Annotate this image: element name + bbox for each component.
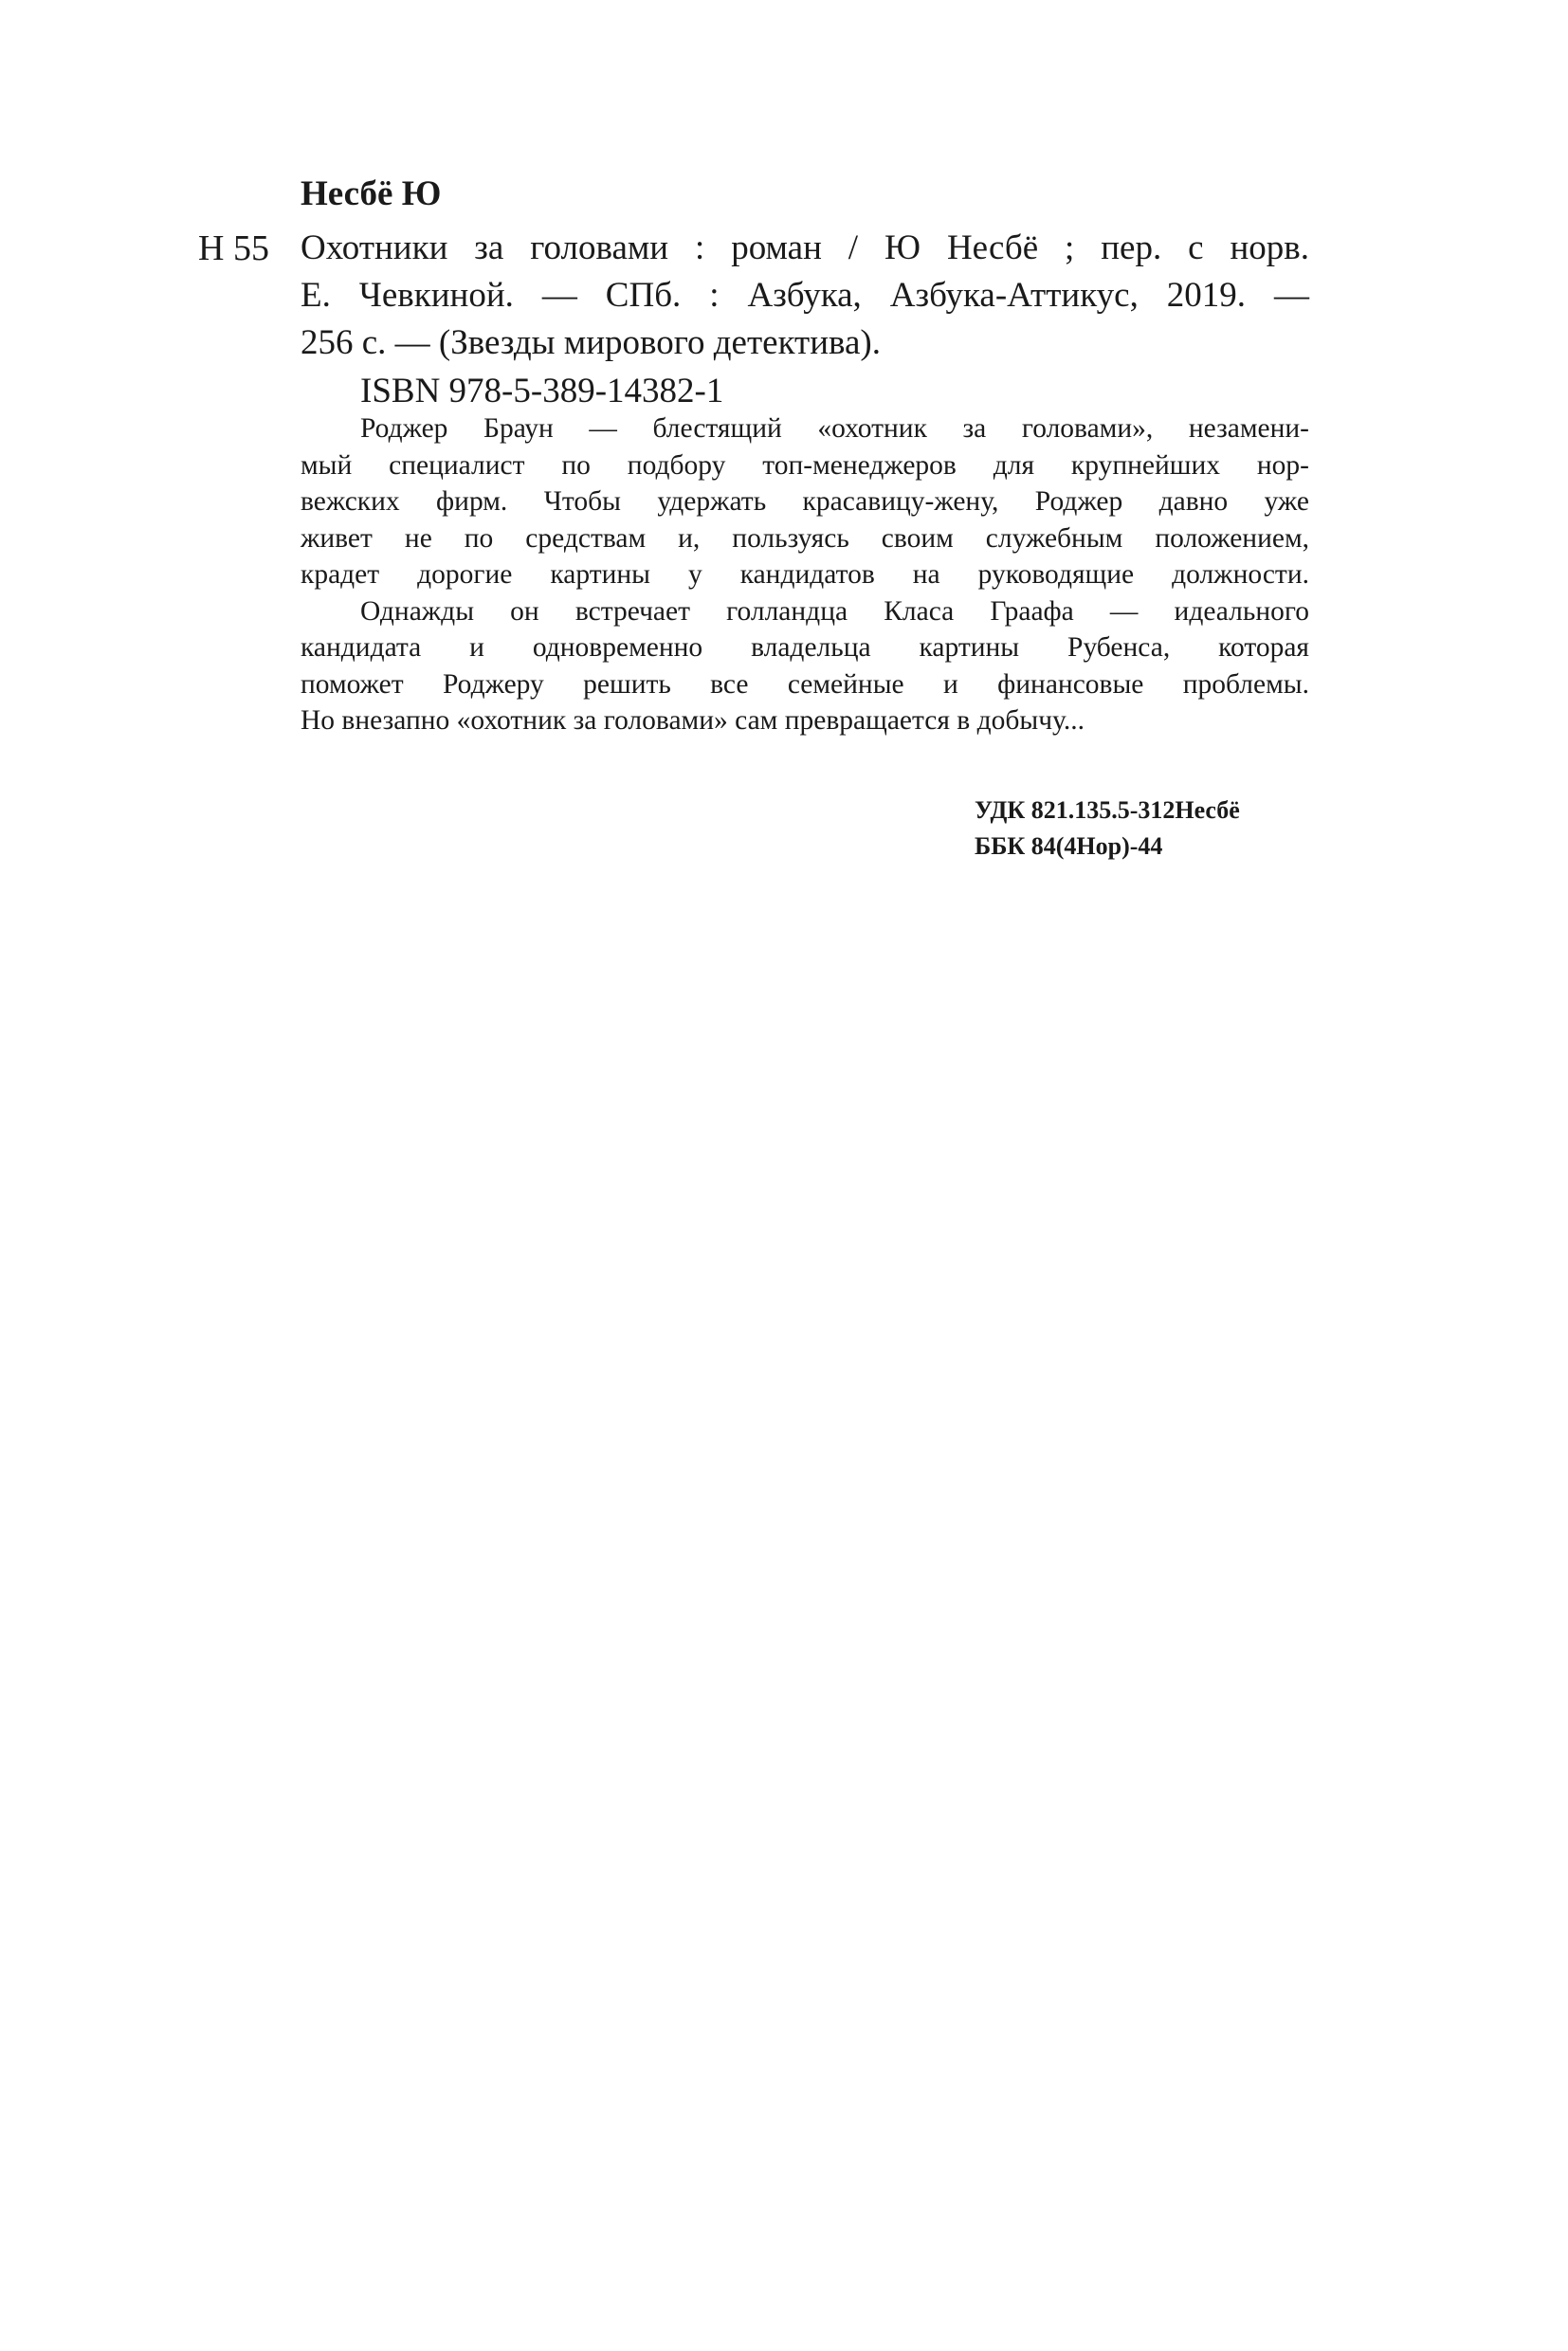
bbk-code: ББК 84(4Нор)-44: [975, 832, 1163, 860]
annotation-line: кандидата и одновременно владельца картины Рубенса, которая: [301, 632, 1309, 663]
annotation-line: вежских фирм. Чтобы удержать красавицу-жену, Роджер давно уже: [301, 486, 1309, 517]
annotation-line: крадет дорогие картины у кандидатов на руководящие должности.: [301, 559, 1309, 590]
title-line: Охотники за головами : роман / Ю Несбё ; пер. с норв.: [301, 228, 1309, 267]
cutter-code: Н 55: [198, 228, 269, 268]
author-heading: Несбё Ю: [301, 174, 442, 213]
udk-code: УДК 821.135.5-312Несбё: [975, 796, 1240, 824]
annotation-line: Но внезапно «охотник за головами» сам превращается в добычу...: [301, 705, 1085, 736]
annotation: [301, 410, 1309, 739]
annotation-line: Однажды он встречает голландца Класа Граафа — идеального: [360, 595, 1309, 627]
isbn: ISBN 978-5-389-14382-1: [360, 372, 724, 410]
title-line: Е. Чевкиной. — СПб. : Азбука, Азбука-Аттикус, 2019. —: [301, 276, 1309, 315]
annotation-line: мый специалист по подбору топ-менеджеров для крупнейших нор-: [301, 449, 1309, 481]
bibliographic-description: [301, 225, 1309, 367]
classification-codes: [975, 793, 1240, 865]
annotation-line: поможет Роджеру решить все семейные и финансовые проблемы.: [301, 668, 1309, 700]
title-line: 256 с. — (Звезды мирового детектива).: [301, 323, 881, 362]
annotation-line: живет не по средствам и, пользуясь своим служебным положением,: [301, 522, 1309, 554]
annotation-line: Роджер Браун — блестящий «охотник за головами», незамени-: [360, 413, 1309, 444]
